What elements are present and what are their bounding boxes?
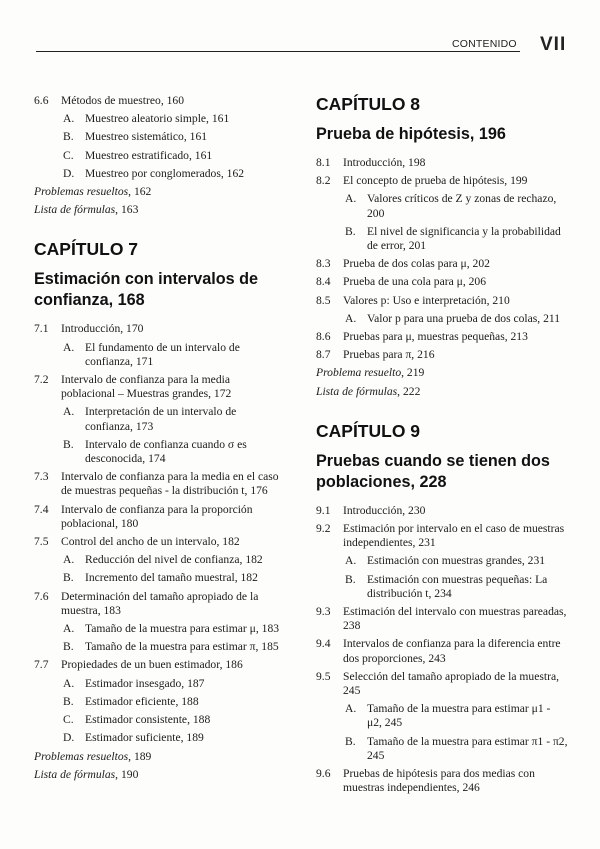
subsection-letter: A. xyxy=(345,311,357,325)
subsection-title: Interpretación de un intervalo de confianza, 173 xyxy=(85,405,237,433)
section-title: Determinación del tamaño apropiado de la muestra, 183 xyxy=(61,589,259,617)
toc-subsection-entry xyxy=(316,735,568,763)
subsection-letter: A. xyxy=(63,553,75,567)
subsection-letter: B. xyxy=(345,734,356,748)
extra-page: , 219 xyxy=(401,366,425,380)
section-title: Valores p: Uso e interpretación, 210 xyxy=(343,293,510,307)
toc-extra-entry xyxy=(34,750,286,764)
toc-section-entry xyxy=(34,590,286,618)
section-number: 7.2 xyxy=(34,373,49,387)
subsection-letter: B. xyxy=(345,572,356,586)
extra-page: , 190 xyxy=(115,767,139,781)
toc-subsection-entry xyxy=(34,677,286,691)
section-number: 8.5 xyxy=(316,293,331,307)
subsection-letter: A. xyxy=(345,702,357,716)
extra-title: Lista de fórmulas xyxy=(34,203,116,217)
section-title: Intervalo de confianza para la media poblacional – Muestras grandes, 172 xyxy=(61,373,232,401)
toc-subsection-entry xyxy=(34,112,286,126)
subsection-letter: B. xyxy=(345,224,356,238)
subsection-letter: A. xyxy=(63,622,75,636)
section-title: Estimación por intervalo en el caso de muestras independientes, 231 xyxy=(343,522,565,550)
toc-subsection-entry xyxy=(34,130,286,144)
section-title: Prueba de dos colas para μ, 202 xyxy=(343,257,490,271)
extra-title: Lista de fórmulas xyxy=(316,384,398,398)
subsection-letter: A. xyxy=(63,405,75,419)
toc-section-entry xyxy=(34,535,286,549)
toc-section-entry xyxy=(316,504,568,518)
subsection-title: Estimador consistente, 188 xyxy=(85,713,211,727)
section-title: Introducción, 230 xyxy=(343,503,426,517)
toc-subsection-entry xyxy=(34,695,286,709)
subsection-title: Estimador suficiente, 189 xyxy=(85,731,204,745)
extra-page: , 189 xyxy=(128,749,152,763)
subsection-title: Estimación con muestras grandes, 231 xyxy=(367,554,546,568)
toc-column-right xyxy=(316,94,568,800)
toc-section-entry xyxy=(34,94,286,108)
section-title: Introducción, 170 xyxy=(61,322,144,336)
toc-subsection-entry xyxy=(316,554,568,568)
subsection-letter: A. xyxy=(63,112,75,126)
subsection-letter: A. xyxy=(345,554,357,568)
section-number: 9.6 xyxy=(316,767,331,781)
subsection-title: El fundamento de un intervalo de confianza, 171 xyxy=(85,340,240,368)
section-title: Intervalo de confianza para la proporción poblacional, 180 xyxy=(61,502,253,530)
section-title: Pruebas para μ, muestras pequeñas, 213 xyxy=(343,330,528,344)
toc-section-entry xyxy=(316,605,568,633)
toc-subsection-entry xyxy=(34,167,286,181)
subsection-title: Muestreo sistemático, 161 xyxy=(85,130,208,144)
subsection-letter: B. xyxy=(63,437,74,451)
section-number: 7.3 xyxy=(34,470,49,484)
toc-section-entry xyxy=(34,373,286,401)
section-number: 9.1 xyxy=(316,503,331,517)
section-number: 9.2 xyxy=(316,522,331,536)
section-title: Intervalos de confianza para la diferencia entre dos proporciones, 243 xyxy=(343,637,561,665)
subsection-letter: D. xyxy=(63,731,75,745)
subsection-letter: D. xyxy=(63,166,75,180)
running-header: CONTENIDO xyxy=(452,38,517,50)
section-number: 7.4 xyxy=(34,502,49,516)
subsection-title: Estimador insesgado, 187 xyxy=(85,676,205,690)
toc-subsection-entry xyxy=(34,438,286,466)
section-title: Intervalo de confianza para la media en el caso de muestras pequeñas - la distribución t, 176 xyxy=(61,470,279,498)
toc-subsection-entry xyxy=(34,622,286,636)
toc-section-entry xyxy=(316,294,568,308)
extra-title: Problemas resueltos xyxy=(34,749,129,763)
toc-extra-entry xyxy=(34,185,286,199)
section-title: Pruebas de hipótesis para dos medias con muestras independientes, 246 xyxy=(343,767,535,795)
section-number: 7.6 xyxy=(34,589,49,603)
chapter-title: Pruebas cuando se tienen dos poblaciones, 228 xyxy=(316,451,550,491)
section-number: 8.6 xyxy=(316,330,331,344)
section-number: 7.1 xyxy=(34,322,49,336)
header-rule xyxy=(36,51,520,52)
subsection-letter: A. xyxy=(345,192,357,206)
toc-section-entry xyxy=(316,767,568,795)
subsection-title: Incremento del tamaño muestral, 182 xyxy=(85,571,258,585)
section-number: 9.5 xyxy=(316,669,331,683)
subsection-letter: B. xyxy=(63,571,74,585)
section-title: Métodos de muestreo, 160 xyxy=(61,94,185,107)
toc-section-entry xyxy=(34,470,286,498)
section-number: 8.1 xyxy=(316,156,331,169)
subsection-letter: B. xyxy=(63,694,74,708)
section-title: Selección del tamaño apropiado de la muestra, 245 xyxy=(343,669,560,698)
subsection-letter: A. xyxy=(63,676,75,690)
subsection-letter: B. xyxy=(63,640,74,654)
toc-section-entry xyxy=(34,658,286,672)
section-title: Propiedades de un buen estimador, 186 xyxy=(61,658,243,672)
subsection-title: Tamaño de la muestra para estimar μ, 183 xyxy=(85,622,280,636)
section-number: 8.4 xyxy=(316,275,331,289)
subsection-title: Estimador eficiente, 188 xyxy=(85,694,199,708)
toc-subsection-entry xyxy=(34,731,286,745)
section-title: Pruebas para π, 216 xyxy=(343,348,435,362)
toc-subsection-entry xyxy=(34,640,286,654)
toc-subsection-entry xyxy=(34,713,286,727)
toc-subsection-entry xyxy=(34,341,286,369)
subsection-title: El nivel de significancia y la probabilidad de error, 201 xyxy=(367,224,561,253)
toc-section-entry xyxy=(316,257,568,271)
extra-page: , 222 xyxy=(397,384,421,398)
chapter-label: CAPÍTULO 9 xyxy=(316,420,421,441)
toc-extra-entry xyxy=(316,385,568,399)
section-number: 8.2 xyxy=(316,174,331,188)
chapter-label: CAPÍTULO 8 xyxy=(316,94,421,114)
chapter-title: Estimación con intervalos de confianza, 168 xyxy=(34,270,258,310)
extra-page: , 162 xyxy=(128,185,152,199)
toc-section-entry xyxy=(316,348,568,362)
toc-subsection-entry xyxy=(34,571,286,585)
toc-section-entry xyxy=(316,156,568,170)
toc-extra-entry xyxy=(34,768,286,782)
subsection-title: Reducción del nivel de confianza, 182 xyxy=(85,553,263,567)
toc-section-entry xyxy=(316,275,568,289)
toc-extra-entry xyxy=(34,203,286,217)
toc-subsection-entry xyxy=(316,702,568,730)
section-title: El concepto de prueba de hipótesis, 199 xyxy=(343,174,528,188)
subsection-title: Valor p para una prueba de dos colas, 211 xyxy=(367,311,561,325)
toc-section-entry xyxy=(316,174,568,188)
subsection-title: Muestreo aleatorio simple, 161 xyxy=(85,112,230,126)
toc-subsection-entry xyxy=(34,553,286,567)
toc-subsection-entry xyxy=(34,149,286,163)
section-title: Control del ancho de un intervalo, 182 xyxy=(61,535,240,549)
subsection-title: Muestreo estratificado, 161 xyxy=(85,148,213,162)
extra-page: , 163 xyxy=(115,203,139,217)
section-number: 7.7 xyxy=(34,658,49,672)
toc-extra-entry xyxy=(316,366,568,380)
subsection-title: Tamaño de la muestra para estimar μ1 - μ2, 245 xyxy=(367,702,551,730)
toc-subsection-entry xyxy=(316,192,568,220)
section-number: 7.5 xyxy=(34,535,49,549)
subsection-letter: C. xyxy=(63,713,74,727)
chapter-label: CAPÍTULO 7 xyxy=(34,239,139,260)
subsection-title: Intervalo de confianza cuando σ es desconocida, 174 xyxy=(85,437,247,466)
subsection-title: Muestreo por conglomerados, 162 xyxy=(85,166,245,180)
page-number: VII xyxy=(540,34,567,55)
subsection-letter: C. xyxy=(63,148,74,162)
subsection-letter: A. xyxy=(63,340,75,354)
subsection-title: Tamaño de la muestra para estimar π, 185 xyxy=(85,640,279,654)
section-number: 9.3 xyxy=(316,605,331,619)
toc-subsection-entry xyxy=(316,225,568,253)
section-title: Estimación del intervalo con muestras pareadas, 238 xyxy=(343,605,567,633)
subsection-title: Valores críticos de Z y zonas de rechazo, 200 xyxy=(367,192,557,220)
extra-title: Problema resuelto xyxy=(316,366,402,380)
subsection-title: Tamaño de la muestra para estimar π1 - π2, 245 xyxy=(367,734,568,762)
toc-section-entry xyxy=(34,503,286,531)
toc-subsection-entry xyxy=(34,405,286,433)
toc-column-left xyxy=(34,94,286,786)
toc-section-entry xyxy=(316,330,568,344)
toc-section-entry xyxy=(316,522,568,550)
chapter-title: Prueba de hipótesis, 196 xyxy=(316,125,506,143)
extra-title: Lista de fórmulas xyxy=(34,767,116,781)
section-number: 9.4 xyxy=(316,637,331,651)
toc-subsection-entry xyxy=(316,573,568,601)
section-number: 6.6 xyxy=(34,94,49,107)
section-title: Introducción, 198 xyxy=(343,156,426,169)
section-title: Prueba de una cola para μ, 206 xyxy=(343,275,487,289)
toc-section-entry xyxy=(316,637,568,665)
toc-section-entry xyxy=(34,322,286,336)
toc-subsection-entry xyxy=(316,312,568,326)
subsection-letter: B. xyxy=(63,130,74,144)
extra-title: Problemas resueltos xyxy=(34,185,129,199)
section-number: 8.7 xyxy=(316,348,331,362)
subsection-title: Estimación con muestras pequeñas: La distribución t, 234 xyxy=(367,572,548,600)
section-number: 8.3 xyxy=(316,257,331,271)
toc-section-entry xyxy=(316,670,568,698)
